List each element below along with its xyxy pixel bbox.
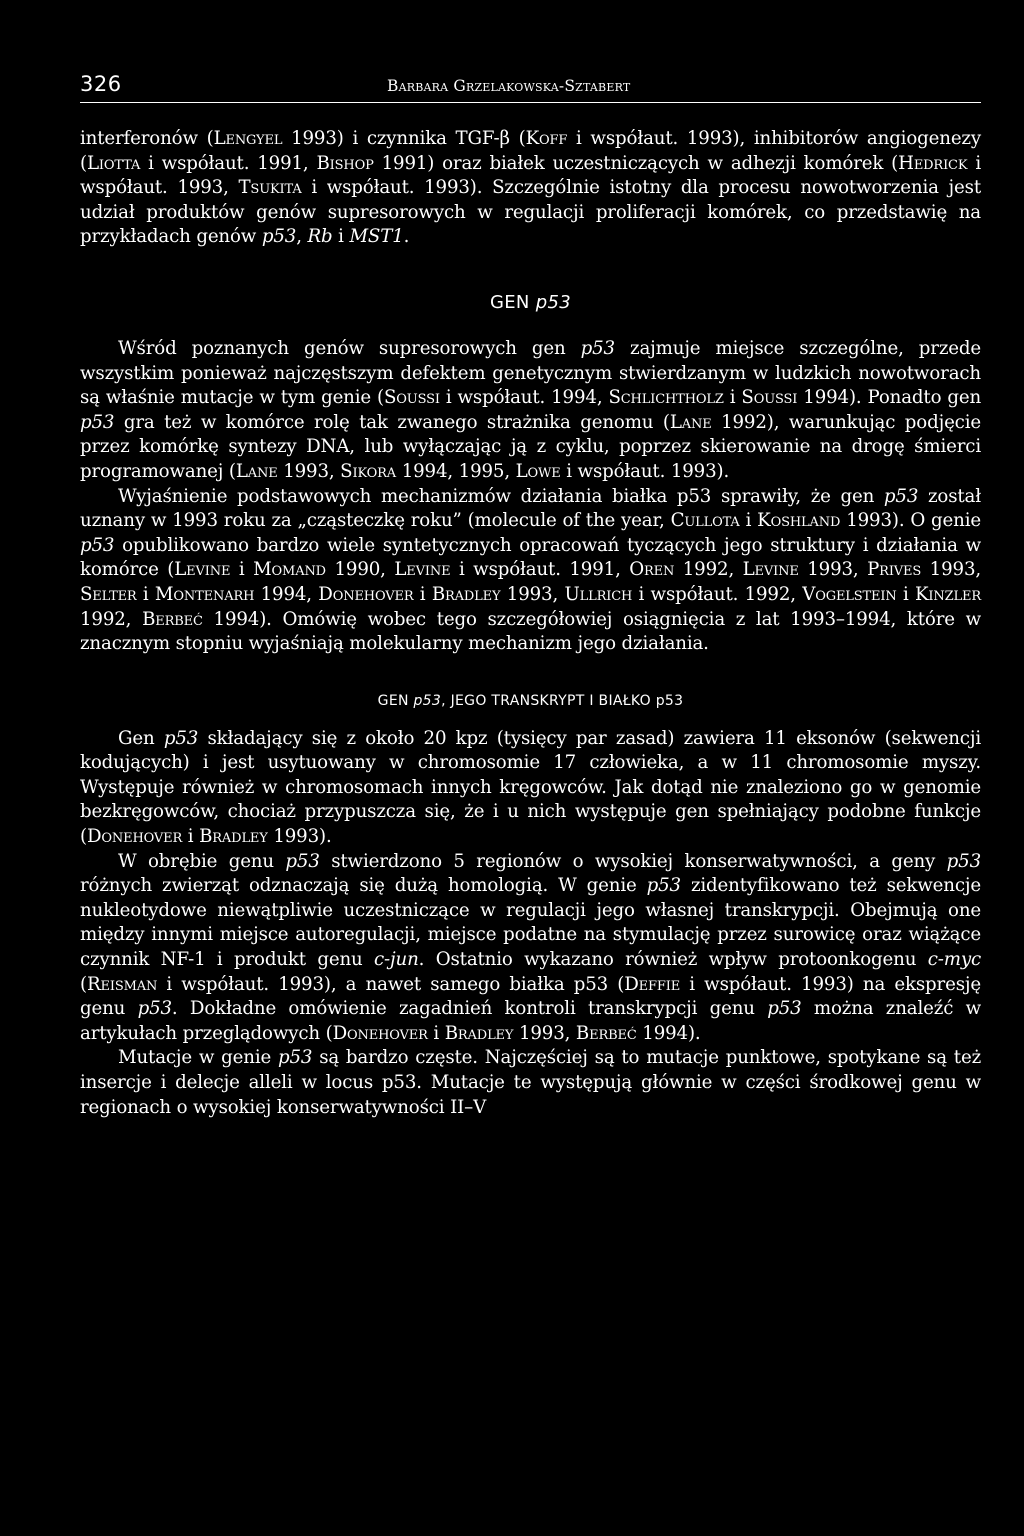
paragraph: Gen p53 składający się z około 20 kpz (tysięcy par zasad) zawiera 11 eksonów (sekwencji kodujących) i jest usytuowany w chromosomie 17 człowieka, a w 11 chromosomie myszy. Występuje również w chromosomach innych kręgowców. Jak dotąd nie znaleziono go w genomie bezkręgowców, chociaż przypuszcza się, że i u nich występuje gen spełniający podobne funkcje (Donehover i Bradley 1993).: [80, 727, 982, 848]
paragraph: Wśród poznanych genów supresorowych gen p53 zajmuje miejsce szczególne, przede wszystkim ponieważ najczęstszym defektem genetycznym stwierdzanym w ludzkich nowotworach są właśnie mutacje w tym genie (Soussi i współaut. 1994, Schlichtholz i Soussi 1994). Ponadto gen p53 gra też w komórce rolę tak zwanego strażnika genomu (Lane 1992), warunkując podjęcie przez komórkę syntezy DNA, lub wyłączając ją z cyklu, poprzez skierowanie na drogę śmierci programowanej (Lane 1993, Sikora 1994, 1995, Lowe i współaut. 1993).: [80, 337, 982, 482]
body-text: [80, 127, 981, 1120]
running-head-author: Barbara Grzelakowska-Sztabert: [387, 77, 631, 95]
paragraph: Wyjaśnienie podstawowych mechanizmów działania białka p53 sprawiły, że gen p53 został uznany w 1993 roku za „cząsteczkę roku” (molecule of the year, Cullota i Koshland 1993). O genie p53 opublikowano bardzo wiele syntetycznych opracowań tyczących jego struktury i działania w komórce (Levine i Momand 1990, Levine i współaut. 1991, Oren 1992, Levine 1993, Prives 1993, Selter i Montenarh 1994, Donehover i Bradley 1993, Ullrich i współaut. 1992, Vogelstein i Kinzler 1992, Berbeć 1994). Omówię wobec tego szczegółowiej osiągnięcia z lat 1993–1994, które w znacznym stopniu wyjaśniają molekularny mechanizm jego działania.: [80, 485, 982, 655]
intro-paragraph: interferonów (Lengyel 1993) i czynnika TGF-β (Koff i współaut. 1993), inhibitorów angiogenezy (Liotta i współaut. 1991, Bishop 1991) oraz białek uczestniczących w adhezji komórek (Hedrick i współaut. 1993, Tsukita i współaut. 1993). Szczególnie istotny dla procesu nowotworzenia jest udział produktów genów supresorowych w regulacji proliferacji komórek, co przedstawię na przykładach genów p53, Rb i MST1.: [80, 128, 981, 248]
page: [80, 68, 981, 1120]
running-head: [80, 68, 981, 103]
paragraph: Mutacje w genie p53 są bardzo częste. Najczęściej są to mutacje punktowe, spotykane są też insercje i delecje alleli w locus p53. Mutacje te występują głównie w części środkowej genu w regionach o wysokiej konserwatywności II–V: [80, 1047, 981, 1118]
section-heading-gen-p53: GEN p53: [490, 291, 571, 313]
section-heading-gen-transkrypt-bialko: GEN p53, JEGO TRANSKRYPT I BIAŁKO p53: [377, 692, 684, 709]
page-number: 326: [80, 72, 122, 96]
paragraph: W obrębie genu p53 stwierdzono 5 regionów o wysokiej konserwatywności, a geny p53 różnych zwierząt odznaczają się dużą homologią. W genie p53 zidentyfikowano też sekwencje nukleotydowe niewątpliwie uczestniczące w regulacji jego własnej transkrypcji. Obejmują one między innymi miejsce autoregulacji, miejsce podatne na stymulację przez surowicę oraz wiążące czynnik NF-1 i produkt genu c-jun. Ostatnio wykazano również wpływ protoonkogenu c-myc (Reisman i współaut. 1993), a nawet samego białka p53 (Deffie i współaut. 1993) na ekspresję genu p53. Dokładne omówienie zagadnień kontroli transkrypcji genu p53 można znaleźć w artykułach przeglądowych (Donehover i Bradley 1993, Berbeć 1994).: [80, 850, 981, 1044]
